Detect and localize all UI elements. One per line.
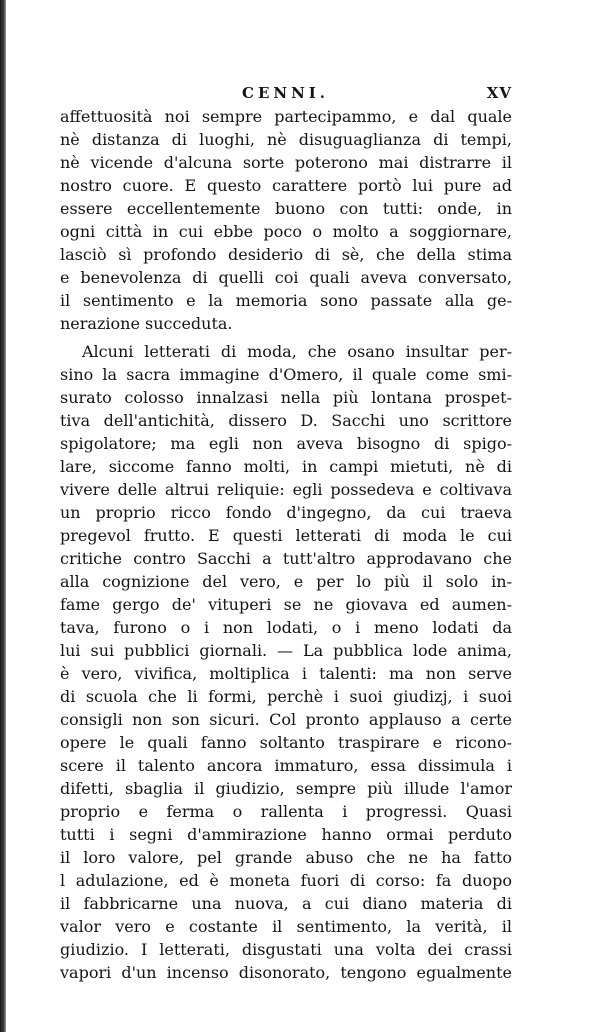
running-head	[60, 82, 512, 106]
text-line: vivere delle altrui reliquie: egli possedeva e coltivava	[60, 480, 512, 499]
text-line: il fabbricarne una nuova, a cui diano materia di	[60, 894, 512, 913]
text-line: pregevol frutto. E questi letterati di moda le cui	[60, 526, 512, 545]
text-line: alla cognizione del vero, e per lo più il solo in-	[60, 572, 512, 591]
text-line: nerazione succeduta.	[60, 314, 233, 333]
text-line: nostro cuore. E questo carattere portò lui pure ad	[60, 176, 512, 195]
text-line: difetti, sbaglia il giudizio, sempre più illude l'amor	[60, 779, 512, 798]
text-line: l adulazione, ed è moneta fuori di corso: fa duopo	[60, 871, 512, 890]
text-line: giudizio. I letterati, disgustati una volta dei crassi	[60, 940, 512, 959]
text-line: di scuola che li formi, perchè i suoi giudizj, i suoi	[60, 687, 512, 706]
text-line: scere il talento ancora immaturo, essa dissimula i	[60, 756, 512, 775]
text-line: sino la sacra immagine d'Omero, il quale come smi-	[60, 365, 512, 384]
text-line: valor vero e costante il sentimento, la verità, il	[60, 917, 512, 936]
text-line: consigli non son sicuri. Col pronto applauso a certe	[60, 710, 512, 729]
text-line: spigolatore; ma egli non aveva bisogno di spigo-	[60, 434, 512, 453]
text-line: lui sui pubblici giornali. — La pubblica lode anima,	[60, 641, 512, 660]
paragraph-2	[60, 340, 512, 984]
text-line: il sentimento e la memoria sono passate alla ge-	[60, 291, 512, 310]
text-line: fame gergo de' vituperi se ne giovava ed aumen-	[60, 595, 512, 614]
text-line: proprio e ferma o rallenta i progressi. Quasi	[60, 802, 512, 821]
text-line: vapori d'un incenso disonorato, tengono egualmente	[60, 963, 512, 982]
text-line: opere le quali fanno soltanto traspirare e ricono-	[60, 733, 512, 752]
text-line: surato colosso innalzasi nella più lontana prospet-	[60, 388, 512, 407]
text-line: ogni città in cui ebbe poco o molto a soggiornare,	[60, 222, 512, 241]
text-line: essere eccellentemente buono con tutti: onde, in	[60, 199, 512, 218]
running-title: CENNI.	[242, 84, 330, 102]
paragraph-1	[60, 105, 512, 335]
text-line: lasciò sì profondo desiderio di sè, che della stima	[60, 245, 512, 264]
page-number: XV	[486, 84, 512, 102]
text-line: lare, siccome fanno molti, in campi mietuti, nè di	[60, 457, 512, 476]
text-line: nè vicende d'alcuna sorte poterono mai distrarre il	[60, 153, 512, 172]
text-line: Alcuni letterati di moda, che osano insultar per-	[82, 342, 512, 361]
text-line: tiva dell'antichità, dissero D. Sacchi uno scrittore	[60, 411, 512, 430]
text-line: tutti i segni d'ammirazione hanno ormai perduto	[60, 825, 512, 844]
body-text	[60, 105, 512, 984]
text-line: nè distanza di luoghi, nè disuguaglianza di tempi,	[60, 130, 512, 149]
text-line: il loro valore, pel grande abuso che ne ha fatto	[60, 848, 512, 867]
text-line: è vero, vivifica, moltiplica i talenti: ma non serve	[60, 664, 512, 683]
text-line: e benevolenza di quelli coi quali aveva conversato,	[60, 268, 512, 287]
text-line: un proprio ricco fondo d'ingegno, da cui traeva	[60, 503, 512, 522]
text-line: tava, furono o i non lodati, o i meno lodati da	[60, 618, 512, 637]
text-line: affettuosità noi sempre partecipammo, e dal quale	[60, 107, 512, 126]
text-line: critiche contro Sacchi a tutt'altro approdavano che	[60, 549, 512, 568]
